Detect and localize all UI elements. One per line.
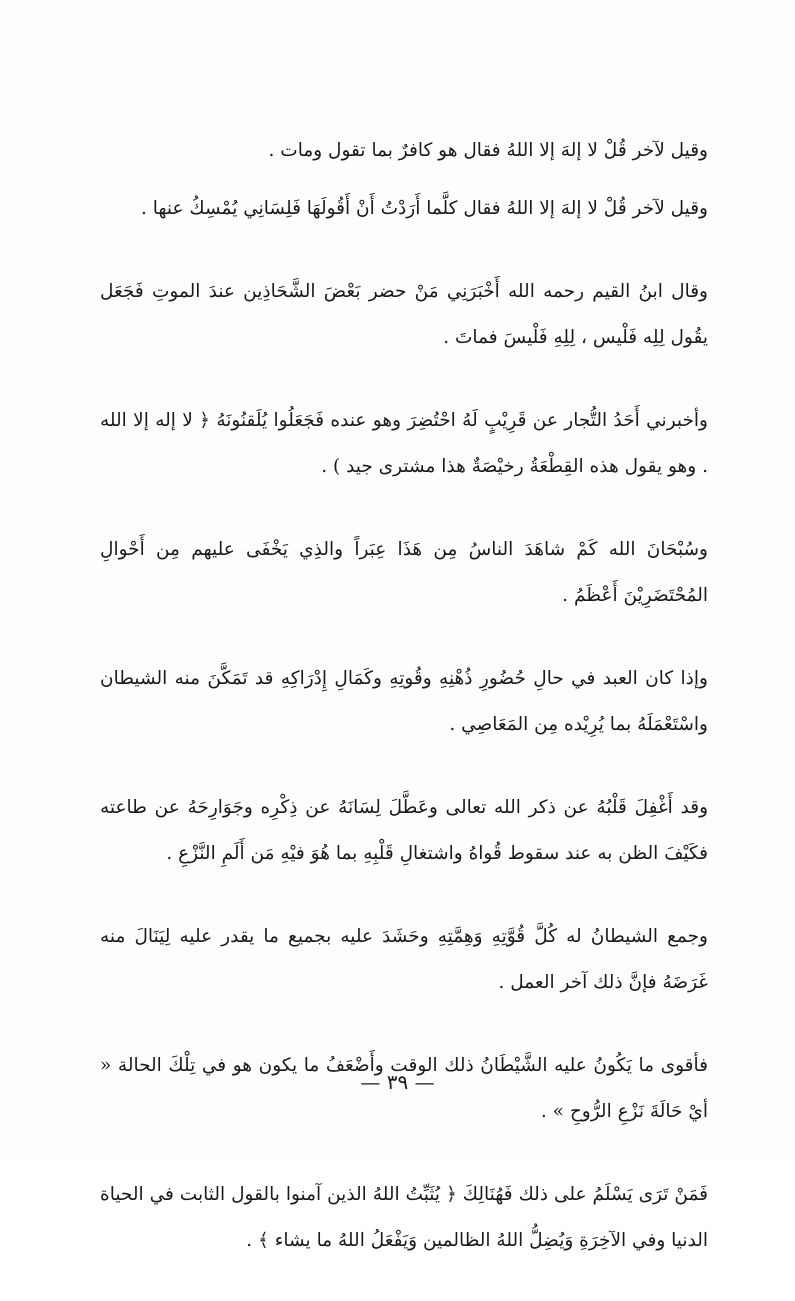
paragraph-3: وقال ابنُ القيم رحمه الله أَخْبَرَنِي مَنْ حضر بَعْضَ الشَّحَاذِين عندَ الموتِ فَجَعَل يقُول لِلِه فَلْيس ، لِلِهِ فَلْيسَ فماتَ . (100, 281, 708, 348)
paragraph-9: فأقوى ما يَكُونُ عليه الشَّيْطَانُ ذلك الوقت وأَضْعَفُ ما يكون هو في تِلْكَ الحالة « أيْ حَالَةَ نَزْعِ الرُّوحِ » . (100, 1055, 708, 1122)
paragraph-2: وقيل لآخر قُلْ لا إلهَ إلا اللهُ فقال كلَّما أَرَدْتُ أَنْ أَقُولَهَا فَلِسَانِي يُمْسِكُ عنها . (140, 198, 708, 219)
paragraph-7: وقد أَغْفِلَ قَلْبُهُ عن ذكر الله تعالى وعَطَّلَ لِسَانَهُ عن ذِكْرِه وجَوَارِحَهُ عن طاعته فكَيْفَ الظن به عند سقوط قُواهُ واشتغالِ قَلْبِهِ بما هُوَ فيْهِ مَن أَلَمِ النَّزْعِ . (100, 797, 708, 864)
page-number: — ٣٩ — (360, 1070, 435, 1094)
paragraph-6: وإذا كان العبد في حالِ حُضُورِ ذُهْنِهِ وقُوتِهِ وكَمَالِ إِدْرَاكِهِ قد تَمَكَّنَ منه الشيطان واسْتَعْمَلَهُ بما يُرِيْده مِن المَعَاصِي . (100, 668, 708, 735)
paragraph-10: فَمَنْ تَرَى يَسْلَمُ على ذلك فَهُنَالِكَ ﴿ يُثَبِّتُ اللهُ الذين آمنوا بالقول الثابت في الحياة الدنيا وفي الآخِرَةِ وَيُضِلُّ اللهُ الظالمين وَيَفْعَلُ اللهُ ما يشاء ﴾ . (100, 1184, 708, 1251)
paragraph-5: وسُبْحَانَ الله كَمْ شاهَدَ الناسُ مِن هَذَا عِبَراً والذِي يَخْفَى عليهم مِن أَحْوالِ المُحْتَضَرِيْنَ أَعْظَمُ . (100, 539, 708, 606)
body-text (100, 128, 708, 1301)
paragraph-1: وقيل لآخر قُلْ لا إلهَ إلا اللهُ فقال هو كافرٌ بما تقول ومات . (268, 140, 708, 161)
paragraph-8: وجمع الشيطانُ له كُلَّ قُوَّتِهِ وَهِمَّتِهِ وحَشَدَ عليه بجميع ما يقدر عليه لِيَنَالَ منه غَرَضَهُ فإنَّ ذلك آخر العمل . (100, 926, 708, 993)
paragraph-4: وأخبرني أَحَدُ التُّجار عن قَرِيْبٍ لَهُ احْتُضِرَ وهو عنده فَجَعَلُوا يُلَقنُونَهُ ﴿ لا إله إلا الله . وهو يقول هذه القِطْعَةُ رخيْصَةٌ هذا مشترى جيد ) . (100, 410, 708, 477)
